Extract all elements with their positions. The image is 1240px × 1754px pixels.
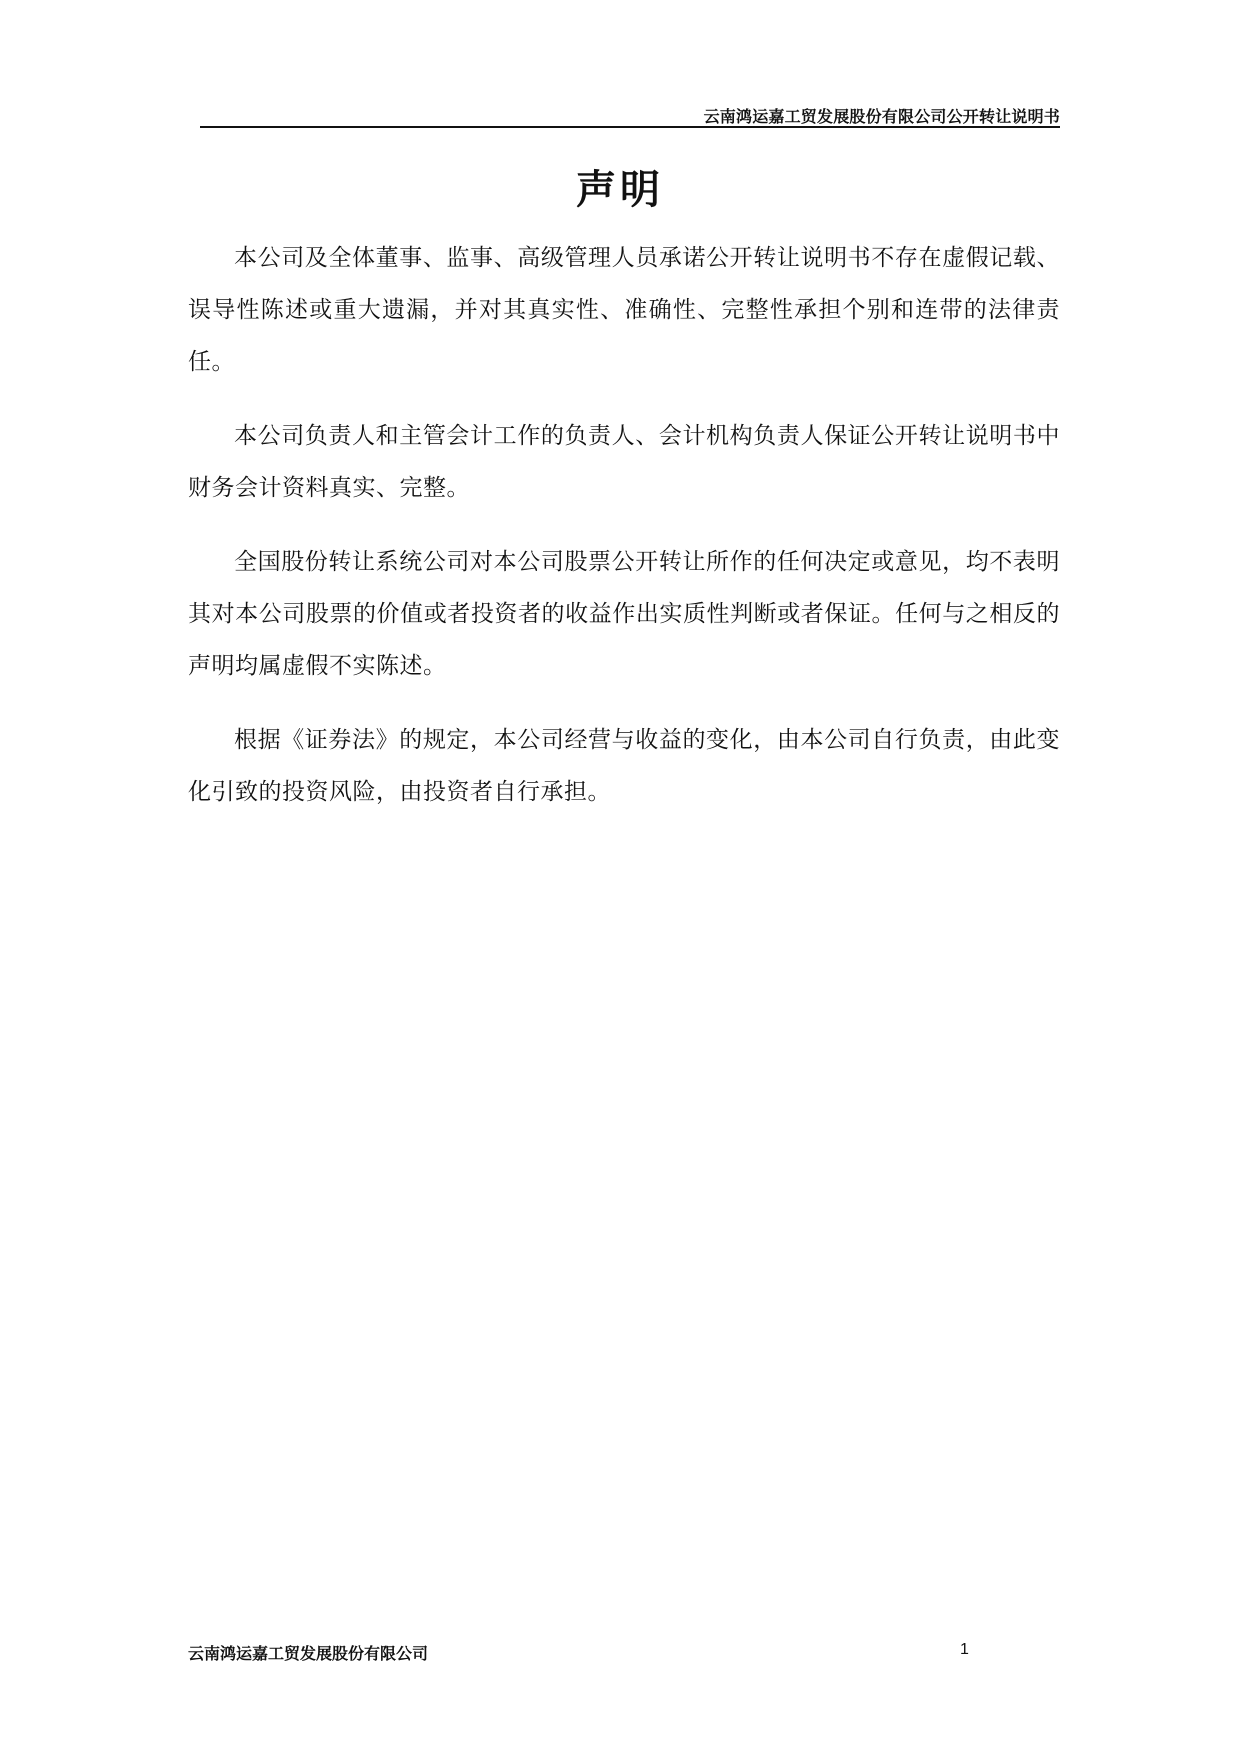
page-title: 声明 xyxy=(576,166,664,213)
running-header-title: 云南鸿运嘉工贸发展股份有限公司公开转让说明书 xyxy=(703,107,1060,126)
statement-paragraph-3: 全国股份转让系统公司对本公司股票公开转让所作的任何决定或意见，均不表明其对本公司股票的价值或者投资者的收益作出实质性判断或者保证。任何与之相反的声明均属虚假不实陈述。 xyxy=(188,549,1060,679)
page-number: 1 xyxy=(960,1641,969,1658)
statement-paragraph-1: 本公司及全体董事、监事、高级管理人员承诺公开转让说明书不存在虚假记载、误导性陈述或重大遗漏，并对其真实性、准确性、完整性承担个别和连带的法律责任。 xyxy=(188,245,1060,375)
header-rule xyxy=(200,126,1060,128)
statement-paragraph-2: 本公司负责人和主管会计工作的负责人、会计机构负责人保证公开转让说明书中财务会计资料真实、完整。 xyxy=(188,423,1060,501)
statement-body xyxy=(188,232,1060,840)
footer-company-name: 云南鸿运嘉工贸发展股份有限公司 xyxy=(188,1644,429,1663)
statement-paragraph-4: 根据《证券法》的规定，本公司经营与收益的变化，由本公司自行负责，由此变化引致的投资风险，由投资者自行承担。 xyxy=(188,727,1060,805)
